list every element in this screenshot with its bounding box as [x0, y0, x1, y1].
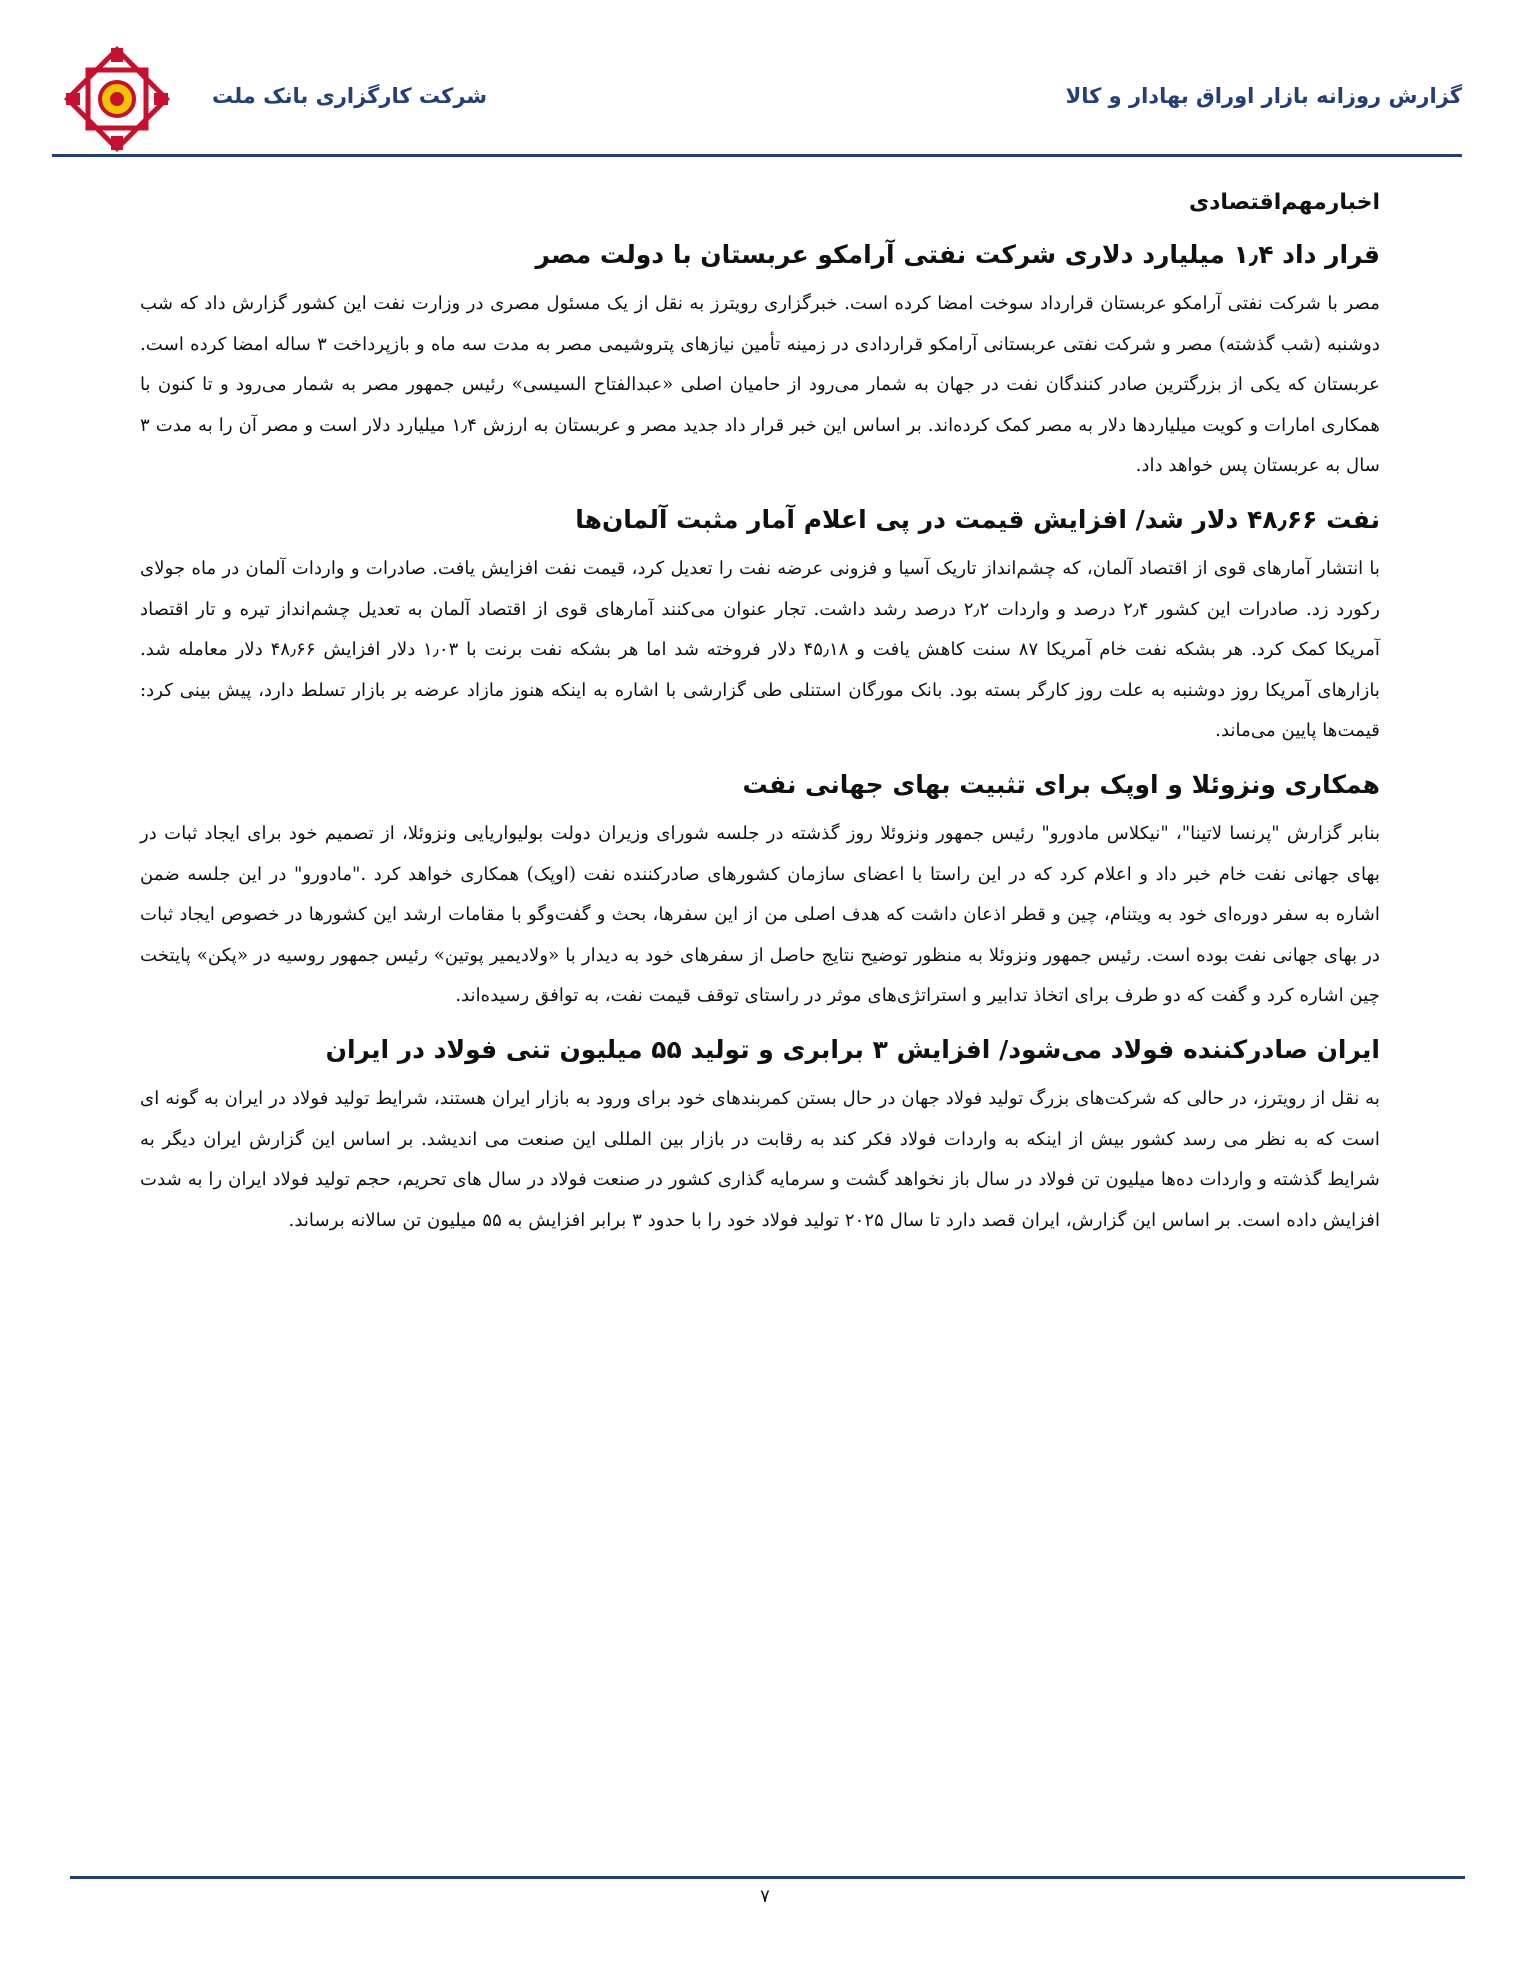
- page-number: ۷: [760, 1886, 770, 1907]
- article-aramco-egypt: [140, 226, 1380, 487]
- article-venezuela-opec: [140, 756, 1380, 1017]
- article-title: ایران صادرکننده فولاد می‌شود/ افزایش ۳ برابری و تولید ۵۵ میلیون تنی فولاد در ایران: [325, 1034, 1380, 1064]
- page-header: [52, 40, 1462, 158]
- company-name: شرکت کارگزاری بانک ملت: [212, 84, 488, 108]
- article-body: با انتشار آمارهای قوی از اقتصاد آلمان، که چشم‌انداز تاریک آسیا و فزونی عرضه نفت را تعدیل کرد، قیمت نفت افزایش یافت. صادرات و واردات آلمان در ماه جولای رکورد زد. صادرات این کشور ۲٫۴ درصد و واردات ۲٫۲ درصد رشد داشت. تجار عنوان می‌کنند آمارهای قوی از اقتصاد آلمان به تعدیل چشم‌انداز تیره و تار اقتصاد آمریکا کمک کرد. هر بشکه نفت خام آمریکا ۸۷ سنت کاهش یافت و ۴۵٫۱۸ دلار فروخته شد اما هر بشکه نفت برنت با ۱٫۰۳ دلار افزایش ۴۸٫۶۶ دلار معامله شد. بازارهای آمریکا روز دوشنبه به علت روز کارگر بسته بود. بانک مورگان استنلی طی گزارشی با اشاره به اینکه هنوز مازاد عرضه بر بازار تسلط دارد، پیش بینی کرد: قیمت‌ها پایین می‌ماند.: [140, 557, 1380, 742]
- article-iran-steel: [140, 1021, 1380, 1241]
- article-oil-price: [140, 491, 1380, 752]
- header-divider: [52, 154, 1462, 157]
- article-title: نفت ۴۸٫۶۶ دلار شد/ افزایش قیمت در پی اعلام آمار مثبت آلمان‌ها: [575, 504, 1380, 534]
- article-body: بنابر گزارش "پرنسا لاتینا"، "نیکلاس مادورو" رئیس جمهور ونزوئلا روز گذشته در جلسه شورای وزیران دولت بولیواریایی ونزوئلا، از تصمیم خود برای ایجاد ثبات در بهای جهانی نفت خام خبر داد و اعلام کرد که در این راستا با اعضای سازمان کشورهای صادرکننده نفت (اوپک) همکاری خواهد کرد ."مادورو" در این جلسه ضمن اشاره به سفر دوره‌ای خود به ویتنام، چین و قطر اذعان داشت که هدف اصلی من از این سفرها، بحث و گفت‌وگو با مقامات ارشد این کشورها در خصوص ایجاد ثبات در بهای جهانی نفت بوده است. رئیس جمهور ونزوئلا به منظور توضیح نتایج حاصل از سفرهای خود به دیدار با «ولادیمیر پوتین» رئیس جمهور روسیه در «پکن» پایتخت چین اشاره کرد و گفت که دو طرف برای اتخاذ تدابیر و استراتژی‌های موثر در راستای توقف قیمت نفت، به توافق رسیده‌اند.: [140, 822, 1380, 1007]
- main-content: [140, 180, 1380, 1245]
- bank-mellat-logo-icon: [64, 46, 170, 152]
- footer-divider: [70, 1876, 1465, 1879]
- article-body: به نقل از رویترز، در حالی که شرکت‌های بزرگ تولید فولاد جهان در حال بستن کمربندهای خود برای ورود به بازار ایران هستند، شرایط تولید فولاد در ایران به گونه ای است که به نظر می رسد کشور بیش از اینکه به واردات فولاد فکر کند به رقابت در بازار بین المللی این صنعت می اندیشد. بر اساس این گزارش ایران دیگر به شرایط گذشته و واردات ده‌ها میلیون تن فولاد در سال باز نخواهد گشت و سرمایه گذاری کشور در صنعت فولاد در سال های تحریم، حجم تولید فولاد ایران را به شدت افزایش داده است. بر اساس این گزارش، ایران قصد دارد تا سال ۲۰۲۵ تولید فولاد خود را با حدود ۳ برابر افزایش به ۵۵ میلیون تن سالانه برساند.: [140, 1087, 1380, 1231]
- article-body: مصر با شرکت نفتی آرامکو عربستان قرارداد سوخت امضا کرده است. خبرگزاری رویترز به نقل از یک مسئول مصری در وزارت نفت این کشور گزارش داد که شب دوشنبه (شب گذشته) مصر و شرکت نفتی عربستانی آرامکو قراردادی در زمینه تأمین نیازهای پتروشیمی مصر به مدت سه ماه و بازپرداخت ۳ ساله امضا کرده است. عربستان که یکی از بزرگترین صادر کنندگان نفت در جهان به شمار می‌رود از حامیان اصلی «عبدالفتاح السیسی» رئیس جمهور مصر به شمار می‌رود و تا کنون با همکاری امارات و کویت میلیاردها دلار به مصر کمک کرده‌اند. بر اساس این خبر قرار داد جدید مصر و عربستان به ارزش ۱٫۴ میلیارد دلار است و مصر آن را به مدت ۳ سال به عربستان پس خواهد داد.: [140, 293, 1381, 477]
- article-title: همکاری ونزوئلا و اوپک برای تثبیت بهای جهانی نفت: [742, 769, 1380, 799]
- report-title: گزارش روزانه بازار اوراق بهادار و کالا: [1065, 84, 1462, 108]
- article-title: قرار داد ۱٫۴ میلیارد دلاری شرکت نفتی آرامکو عربستان با دولت مصر: [535, 240, 1380, 269]
- section-heading: اخبارمهم‌اقتصادی: [1188, 190, 1380, 215]
